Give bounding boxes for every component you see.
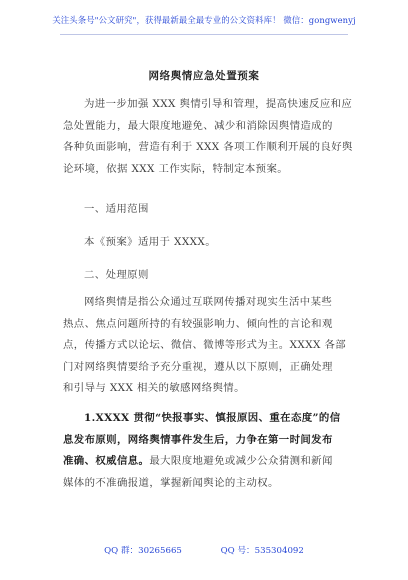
header-divider — [60, 34, 348, 35]
intro-line: 急处置能力，最大限度地避免、减少和消除因舆情造成的 — [63, 119, 333, 132]
principle-1-text: 媒体的不准确报道，掌握新闻舆论的主动权。 — [63, 476, 279, 489]
qq-group-label: QQ 群：30265665 — [104, 546, 182, 556]
intro-paragraph — [63, 94, 353, 180]
principles-line: 和引导与 XXX 相关的敏感网络舆情。 — [63, 382, 245, 394]
principles-line: 点，传播方式以论坛、微信、微博等形式为主。XXXX 各部 — [63, 339, 347, 351]
principle-1-bold-line: 息发布原则，网络舆情事件发生后，力争在第一时间发布 — [63, 433, 333, 446]
principles-line: 网络舆情是指公众通过互联网传播对现实生活中某些 — [84, 296, 333, 308]
principles-line: 门对网络舆情要给予充分重视，遵从以下原则，正确处理 — [63, 360, 333, 373]
contact-footer — [0, 544, 408, 556]
promo-header: 关注头条号"公文研究"，获得最新最全最专业的公文资料库！ 微信：gongwenyj — [52, 15, 356, 25]
section-heading-principles: 二、处理原则 — [84, 269, 149, 281]
principles-line: 热点、焦点问题所持的有较强影响力、倾向性的言论和观 — [63, 317, 333, 330]
principle-1-paragraph — [63, 408, 347, 494]
principle-1-bold-line: 准确、权威信息。 — [63, 455, 150, 467]
scope-text: 本《预案》适用于 XXXX。 — [84, 236, 217, 248]
section-heading-scope: 一、适用范围 — [84, 203, 149, 215]
document-title: 网络舆情应急处置预案 — [148, 70, 260, 82]
intro-line: 为进一步加强 XXX 舆情引导和管理，提高快速反应和应 — [84, 98, 353, 110]
principle-1-text: 最大限度地避免或减少公众猜测和新闻 — [149, 455, 333, 467]
intro-line: 论环境，依据 XXX 工作实际，特制定本预案。 — [63, 162, 289, 175]
principles-paragraph — [63, 292, 347, 400]
intro-line: 各种负面影响，营造有利于 XXX 各项工作顺利开展的良好舆 — [63, 141, 353, 153]
principle-1-bold-line: 1.XXXX 贯彻“快报事实、慎报原因、重在态度”的信 — [84, 412, 341, 424]
qq-number-label: QQ 号：535304092 — [220, 546, 304, 556]
